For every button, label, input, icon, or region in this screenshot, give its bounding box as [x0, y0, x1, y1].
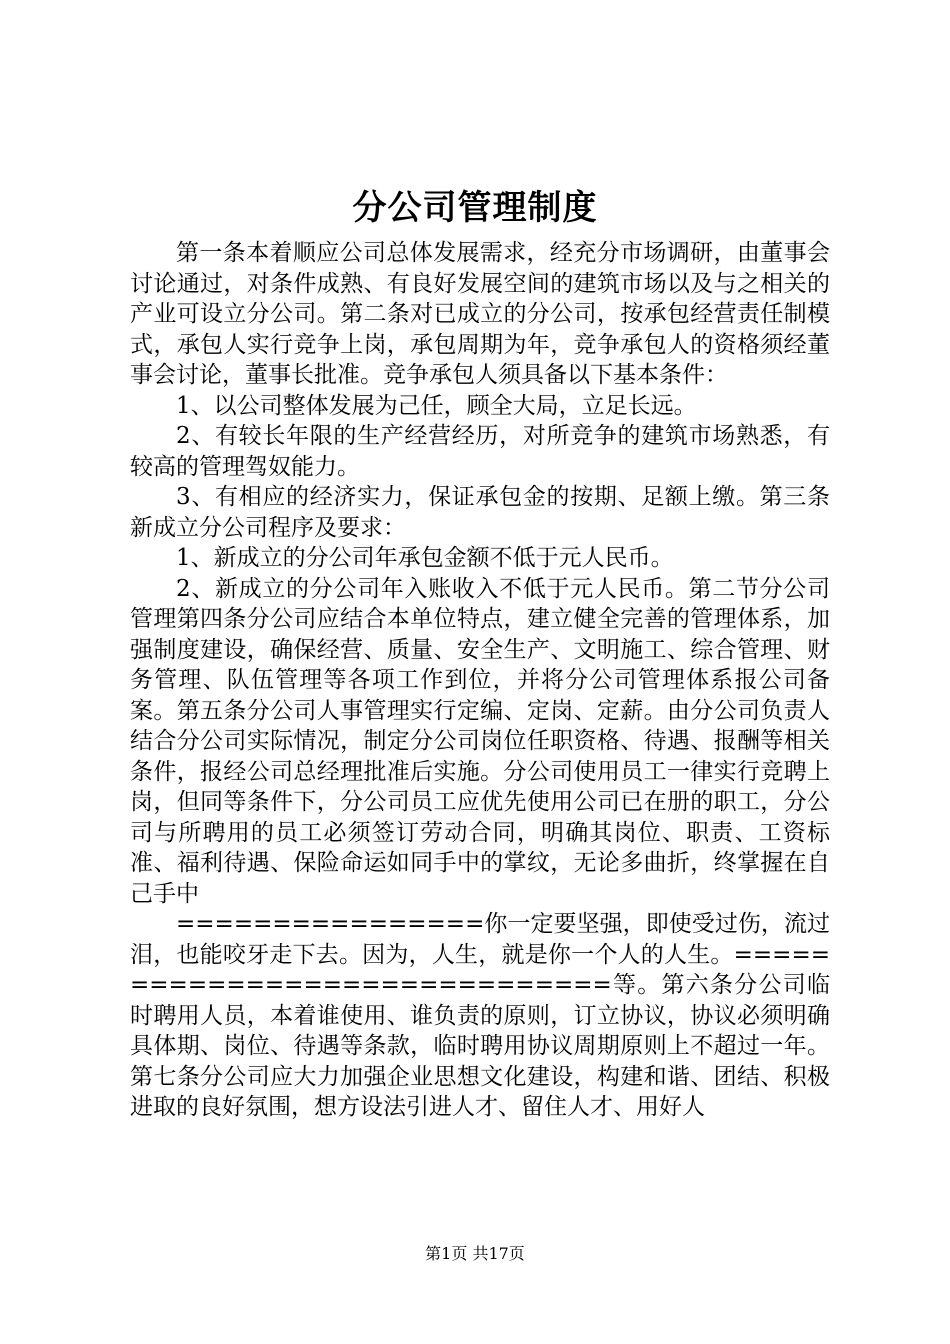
- paragraph-requirement-1: 1、新成立的分公司年承包金额不低于元人民币。: [176, 545, 674, 571]
- paragraph-requirement-2: 2、新成立的分公司年入账收入不低于元人民币。第二节分公司管理第四条分公司应结合本单位特点，建立健全完善的管理体系，加强制度建设，确保经营、质量、安全生产、文明施工、综合管理、财务管理、队伍管理等各项工作到位，并将分公司管理体系报公司备案。第五条分公司人事管理实行定编、定岗、定薪。由分公司负责人结合分公司实际情况，制定分公司岗位任职资格、待遇、报酬等相关条件，报经公司总经理批准后实施。分公司使用员工一律实行竞聘上岗，但同等条件下，分公司员工应优先使用公司已在册的职工，分公司与所聘用的员工必须签订劳动合同，明确其岗位、职责、工资标准、福利待遇、保险命运如同手中的掌纹，无论多曲折，终掌握在自己手中: [130, 575, 830, 907]
- paragraph-article-1-2: 第一条本着顺应公司总体发展需求，经充分市场调研，由董事会讨论通过，对条件成熟、有良好发展空间的建筑市场以及与之相关的产业可设立分公司。第二条对已成立的分公司，按承包经营责任制模式，承包人实行竞争上岗，承包周期为年，竞争承包人的资格须经董事会讨论，董事长批准。竞争承包人须具备以下基本条件：: [130, 240, 830, 388]
- page-number-footer: 第1页 共17页: [425, 1244, 525, 1263]
- paragraph-article-6-7: ================你一定要坚强，即使受过伤，流过泪，也能咬牙走下去。因为，人生，就是你一个人的人生。==============================等。第六条分公司临时聘用人员，本着谁使用、谁负责的原则，订立协议，协议必须明确具体期、岗位、待遇等条款，临时聘用协议周期原则上不超过一年。第七条分公司应大力加强企业思想文化建设，构建和谐、团结、积极进取的良好氛围，想方设法引进人才、留住人才、用好人: [130, 911, 830, 1120]
- paragraph-condition-1: 1、以公司整体发展为己任，顾全大局，立足长远。: [176, 392, 697, 419]
- document-title: 分公司管理制度: [352, 188, 598, 228]
- document-body: [130, 238, 830, 1123]
- paragraph-condition-3: 3、有相应的经济实力，保证承包金的按期、足额上缴。第三条新成立分公司程序及要求：: [130, 484, 830, 541]
- paragraph-condition-2: 2、有较长年限的生产经营经历，对所竞争的建筑市场熟悉，有较高的管理驾奴能力。: [130, 423, 830, 480]
